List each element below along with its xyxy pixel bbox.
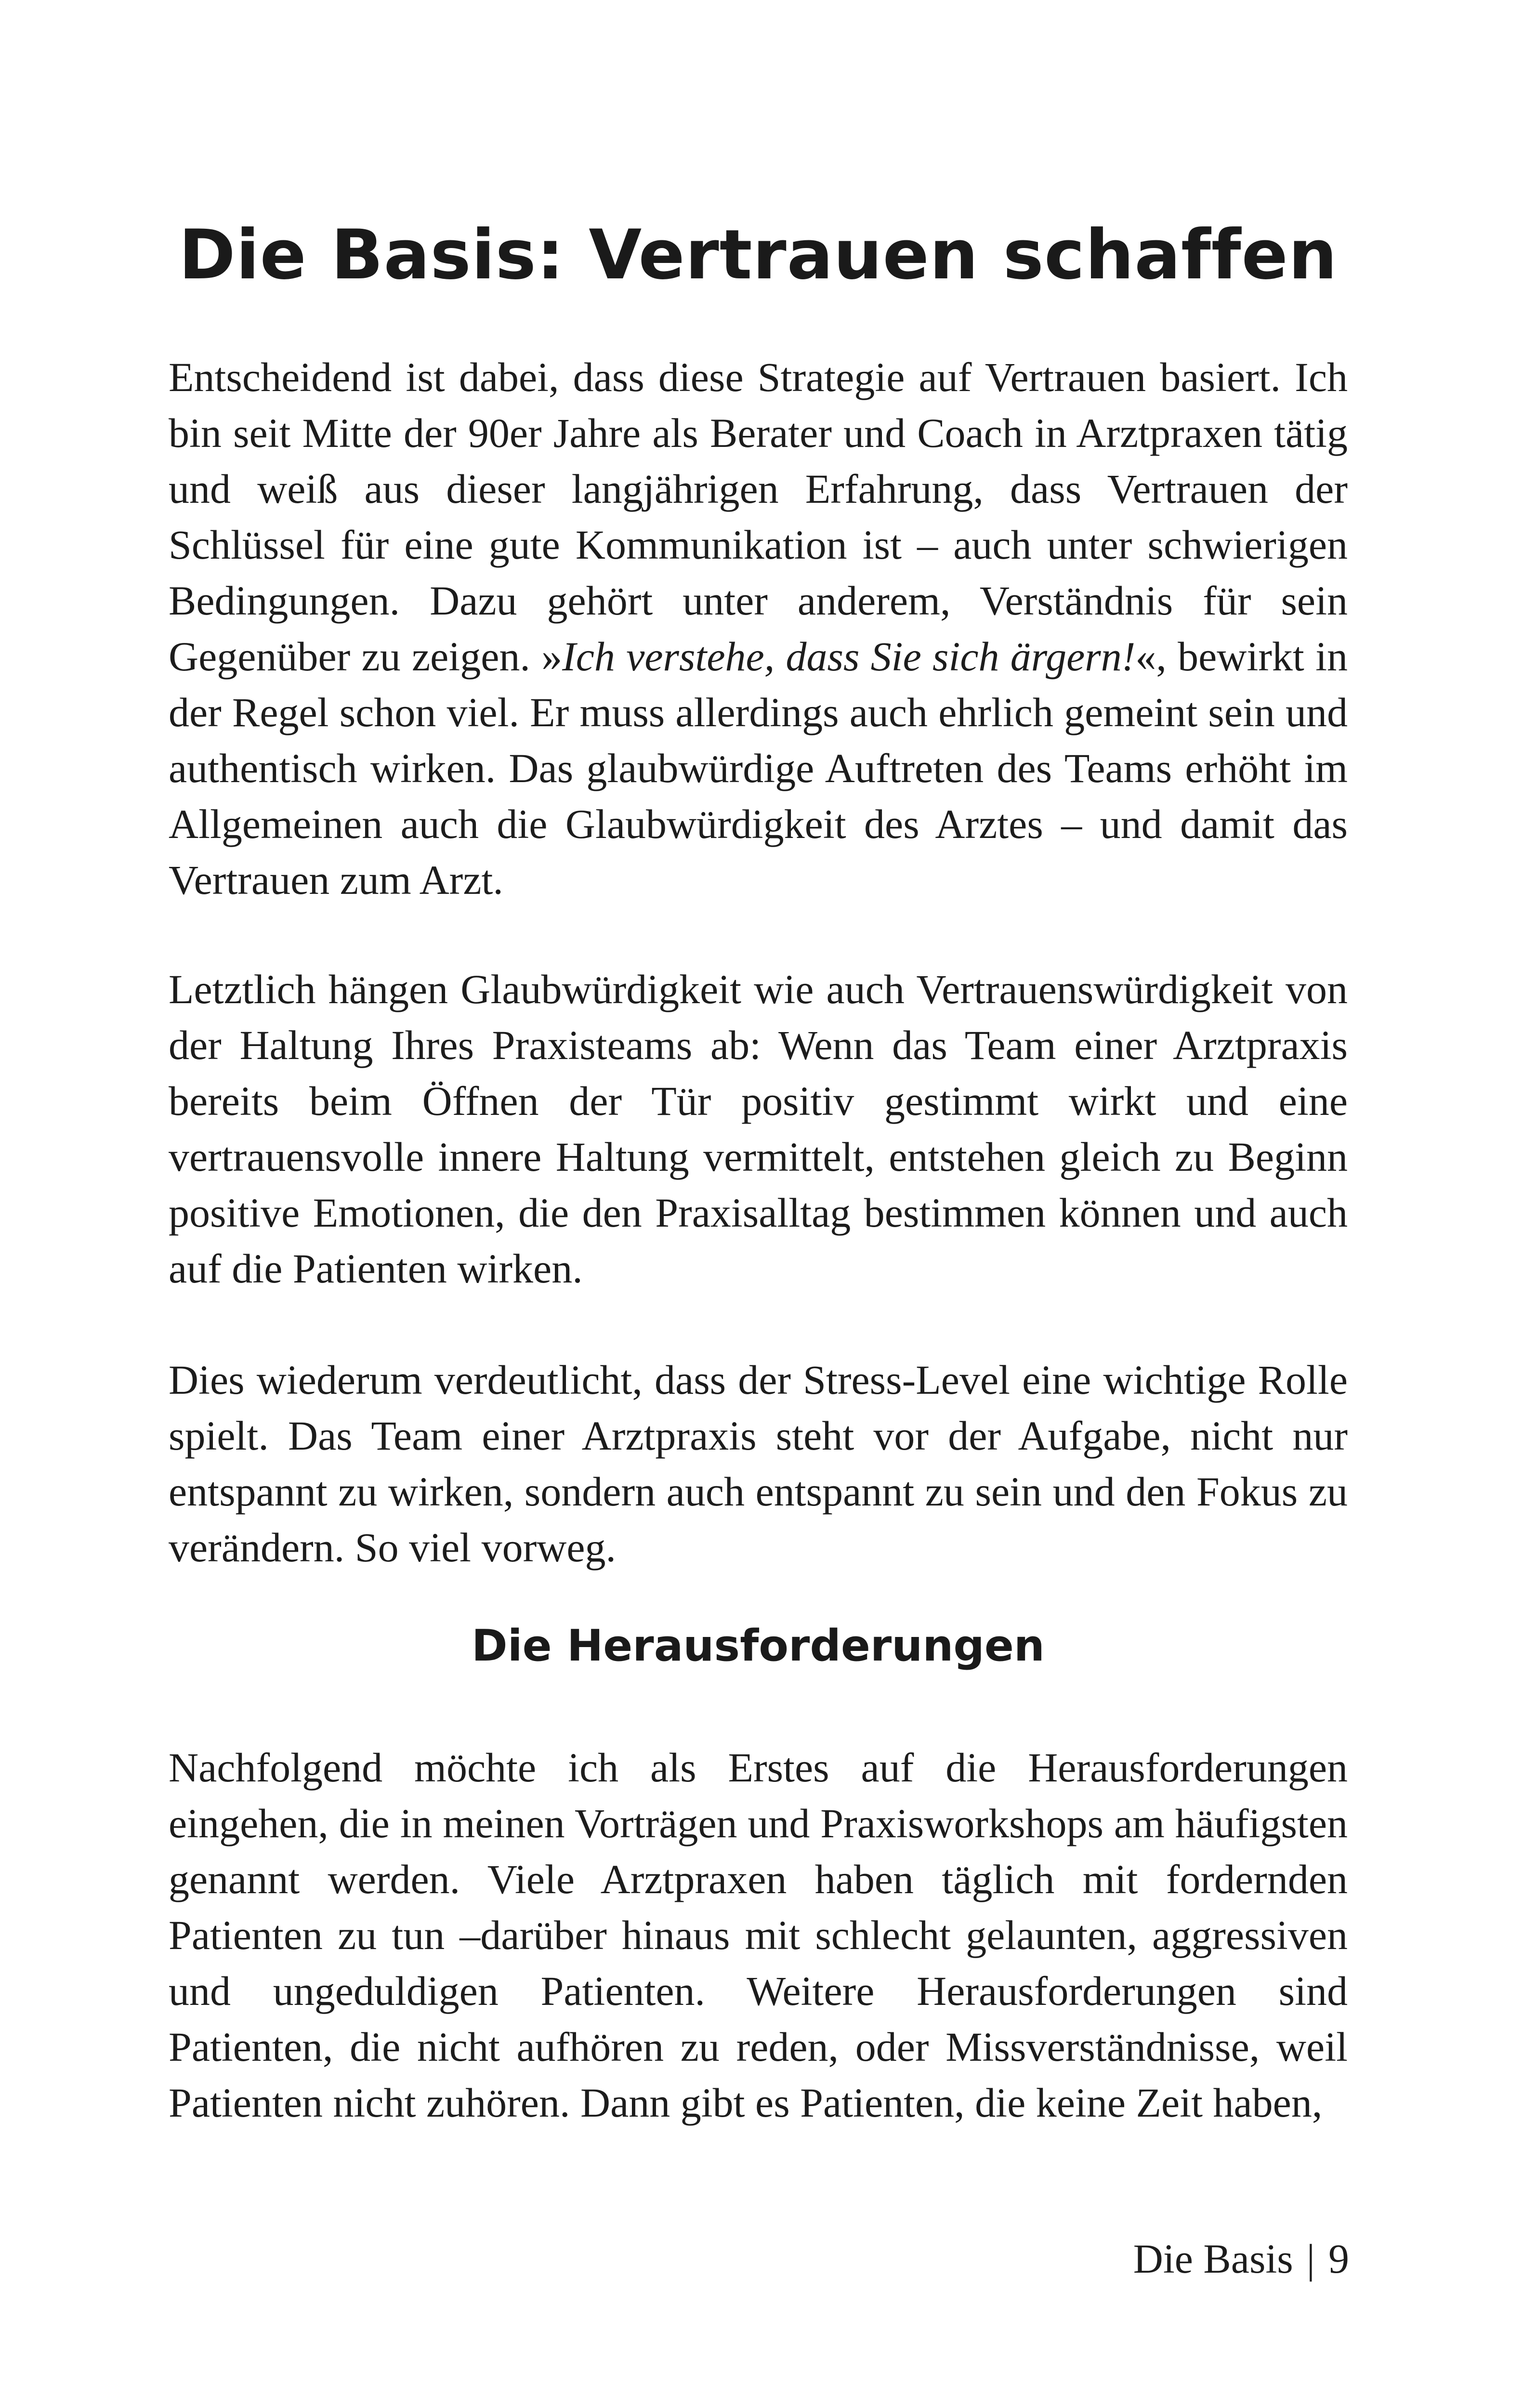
paragraph-1-text-start: Entscheidend ist dabei, dass diese Strategie auf Vertrauen basiert. Ich bin seit Mitte der 90er Jahre als Berater und Coach in Arztpraxen tätig und weiß aus dieser langjährigen Erfahrung, dass Vertrauen der Schlüssel für eine gute Kommunikation ist – auch unter schwierigen Bedingungen. Dazu gehört unter anderem, Verständnis für sein Gegenüber zu zeigen. » bbox=[169, 354, 1348, 680]
paragraph-2: Letztlich hängen Glaubwürdigkeit wie auch Vertrauenswürdigkeit von der Haltung Ihres Praxisteams ab: Wenn das Team einer Arztpraxis bereits beim Öffnen der Tür positiv gestimmt wirkt und eine vertrauensvolle innere Haltung vermittelt, entstehen gleich zu Beginn positive Emotionen, die den Praxisalltag bestimmen können und auch auf die Patienten wirken. bbox=[169, 966, 1348, 1292]
section-heading: Die Herausforderungen bbox=[472, 1621, 1045, 1671]
footer-section-title: Die Basis bbox=[1133, 2236, 1293, 2282]
paragraph-1-text-end: «, bewirkt in der Regel schon viel. Er muss allerdings auch ehrlich gemeint sein und authentisch wirken. Das glaubwürdige Auftreten des Teams erhöht im Allgemeinen auch die Glaubwürdigkeit des Arztes – und damit das Vertrauen zum Arzt. bbox=[169, 633, 1348, 903]
footer-separator: | bbox=[1306, 2236, 1315, 2282]
chapter-heading: Die Basis: Vertrauen schaffen bbox=[179, 215, 1338, 295]
page-number: 9 bbox=[1328, 2236, 1349, 2282]
paragraph-3: Dies wiederum verdeutlicht, dass der Stress-Level eine wichtige Rolle spielt. Das Team einer Arztpraxis steht vor der Aufgabe, nicht nur entspannt zu wirken, sondern auch entspannt zu sein und den Fokus zu verändern. So viel vorweg. bbox=[169, 1357, 1348, 1570]
paragraph-4: Nachfolgend möchte ich als Erstes auf die Herausforderungen eingehen, die in meinen Vorträgen und Praxisworkshops am häufigsten genannt werden. Viele Arztpraxen haben täglich mit fordernden Patienten zu tun –darüber hinaus mit schlecht gelaunten, aggressiven und ungeduldigen Patienten. Weitere Herausforderungen sind Patienten, die nicht aufhören zu reden, oder Missverständnisse, weil Patienten nicht zuhören. Dann gibt es Patienten, die keine Zeit haben, bbox=[169, 1744, 1348, 2126]
paragraph-1 bbox=[169, 349, 1348, 908]
running-footer bbox=[1133, 2232, 1349, 2285]
paragraph-1-quote: Ich verstehe, dass Sie sich ärgern! bbox=[562, 633, 1136, 680]
